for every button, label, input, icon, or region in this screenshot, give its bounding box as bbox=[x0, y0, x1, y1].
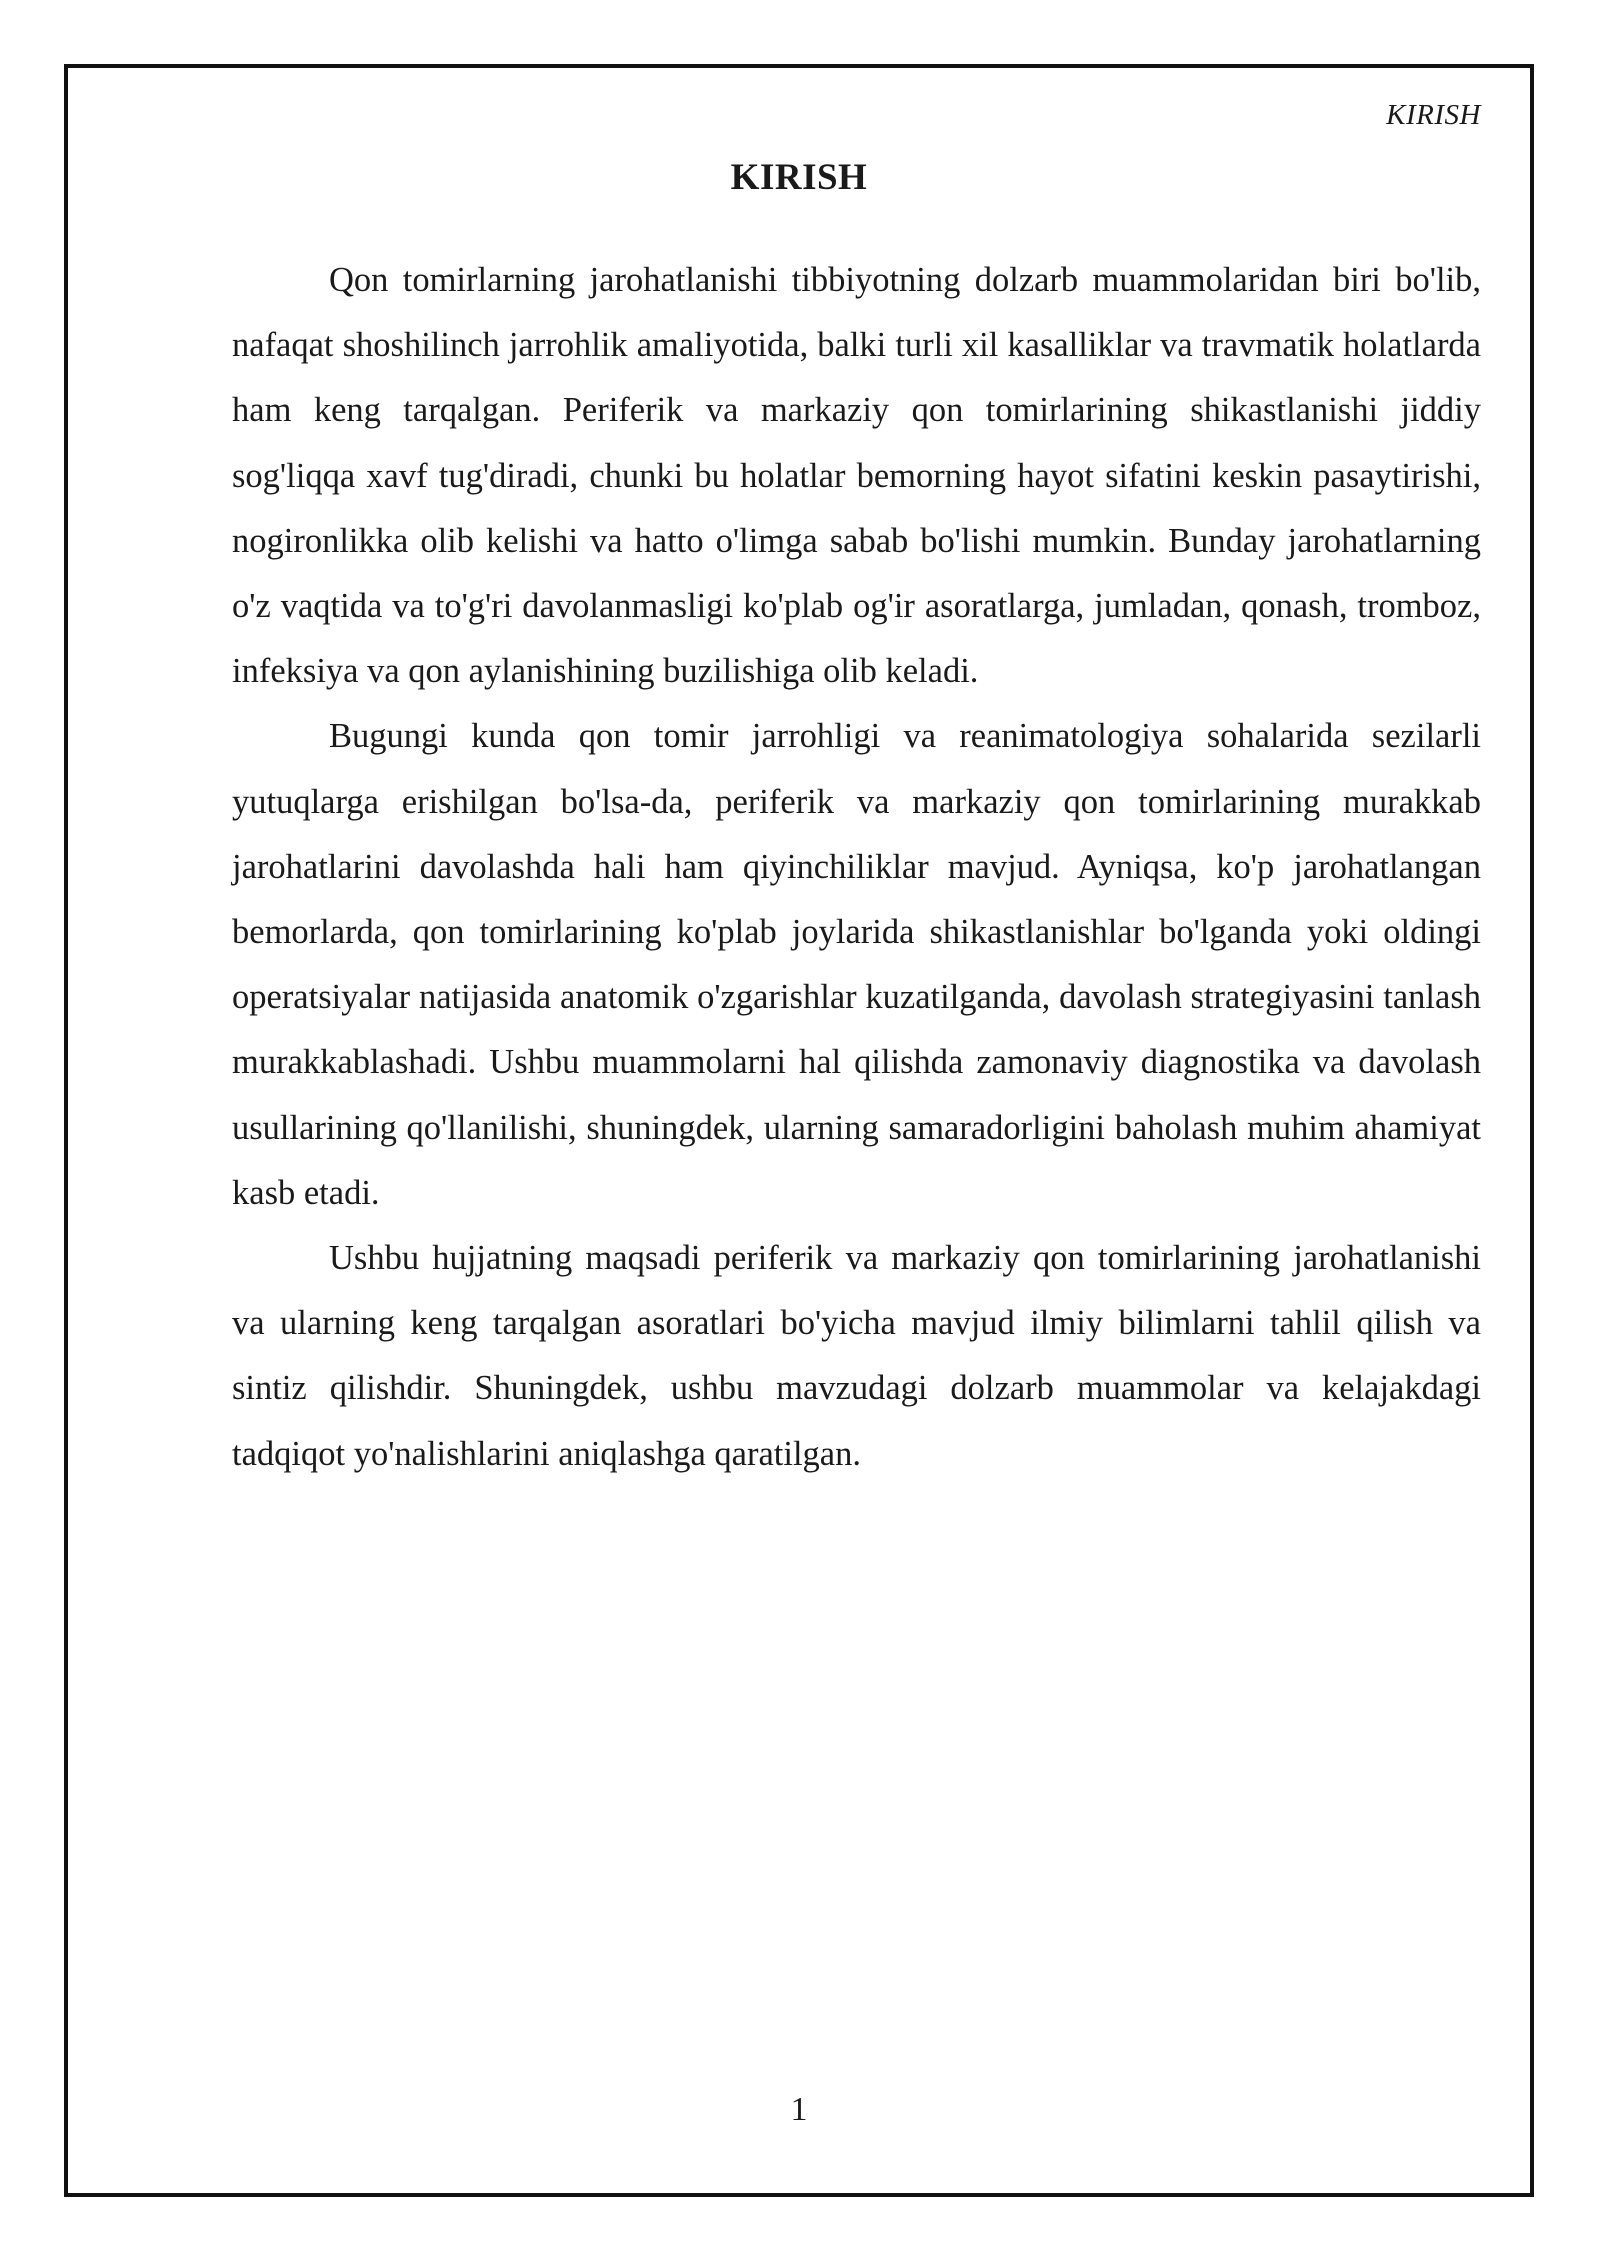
running-header: KIRISH bbox=[1386, 99, 1481, 131]
document-body bbox=[232, 248, 1481, 1487]
paragraph: Bugungi kunda qon tomir jarrohligi va reanimatologiya sohalarida sezilarli yutuqlarga erishilgan bo'lsa-da, periferik va markaziy qon tomirlarining murakkab jarohatlarini davolashda hali ham qiyinchiliklar mavjud. Ayniqsa, ko'p jarohatlangan bemorlarda, qon tomirlarining ko'plab joylarida shikastlanishlar bo'lganda yoki oldingi operatsiyalar natijasida anatomik o'zgarishlar kuzatilganda, davolash strategiyasini tanlash murakkablashadi. Ushbu muammolarni hal qilishda zamonaviy diagnostika va davolash usullarining qo'llanilishi, shuningdek, ularning samaradorligini baholash muhim ahamiyat kasb etadi. bbox=[232, 717, 1481, 1212]
paragraph: Ushbu hujjatning maqsadi periferik va markaziy qon tomirlarining jarohatlanishi va ularning keng tarqalgan asoratlari bo'yicha mavjud ilmiy bilimlarni tahlil qilish va sintiz qilishdir. Shuningdek, ushbu mavzudagi dolzarb muammolar va kelajakdagi tadqiqot yo'nalishlarini aniqlashga qaratilgan. bbox=[232, 1239, 1481, 1473]
page-title: KIRISH bbox=[730, 157, 868, 198]
page-number: 1 bbox=[790, 2091, 808, 2128]
page-frame bbox=[64, 64, 1534, 2197]
paragraph: Qon tomirlarning jarohatlanishi tibbiyotning dolzarb muammolaridan biri bo'lib, nafaqat shoshilinch jarrohlik amaliyotida, balki turli xil kasalliklar va travmatik holatlarda ham keng tarqalgan. Periferik va markaziy qon tomirlarining shikastlanishi jiddiy sog'liqqa xavf tug'diradi, chunki bu holatlar bemorning hayot sifatini keskin pasaytirishi, nogironlikka olib kelishi va hatto o'limga sabab bo'lishi mumkin. Bunday jarohatlarning o'z vaqtida va to'g'ri davolanmasligi ko'plab og'ir asoratlarga, jumladan, qonash, tromboz, infeksiya va qon aylanishining buzilishiga olib keladi. bbox=[232, 261, 1481, 691]
